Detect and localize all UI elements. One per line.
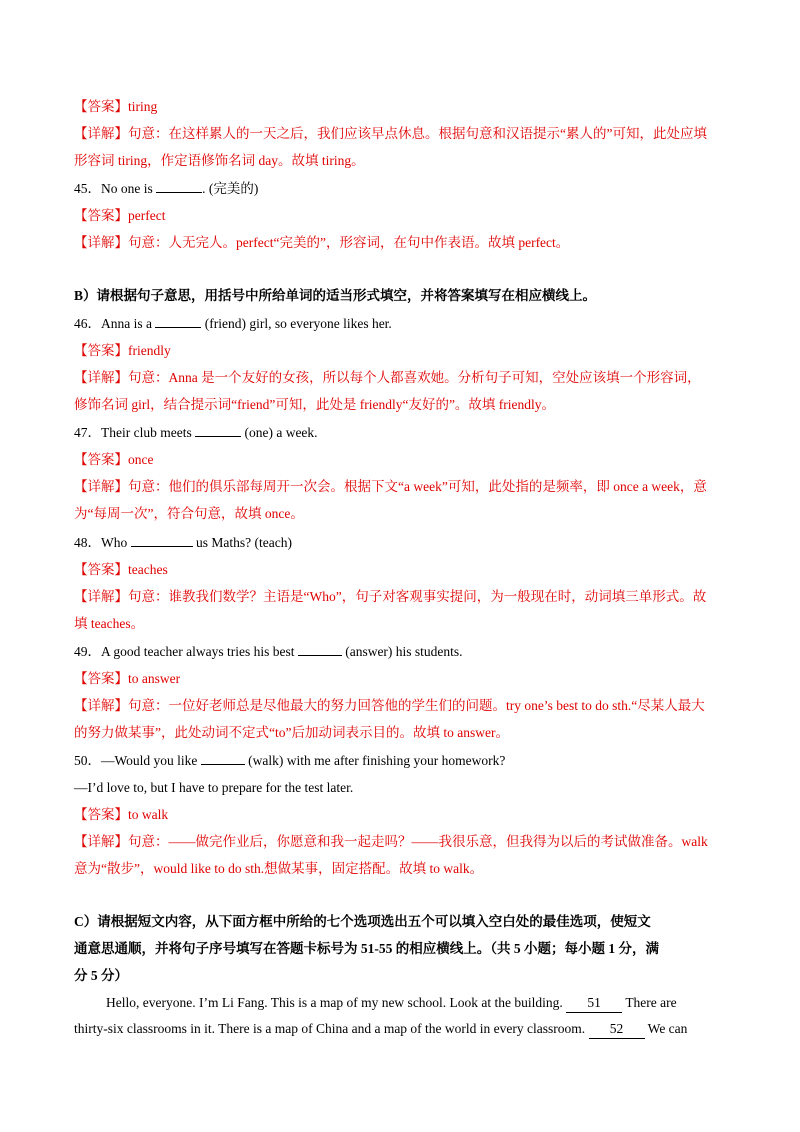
explanation-text: 句意：一位好老师总是尽他最大的努力回答他的学生们的问题。try one’s best to do sth.“尽某人最大 (128, 698, 705, 713)
explanation-47-line2: 为“每周一次”，符合句意，故填 once。 (74, 506, 304, 521)
explanation-50-line2: 意为“散步”，would like to do sth.想做某事，固定搭配。故填 to walk。 (74, 861, 484, 876)
passage-text: Hello, everyone. I’m Li Fang. This is a map of my new school. Look at the building. (106, 995, 563, 1010)
explanation-tag: 【详解】 (74, 479, 128, 494)
answer-text: once (128, 452, 154, 467)
passage-text: thirty-six classrooms in it. There is a map of China and a map of the world in every classroom. (74, 1021, 586, 1036)
question-45 (74, 180, 258, 198)
explanation-45 (74, 234, 569, 252)
question-hint: (walk) with me after finishing your homework? (248, 753, 506, 768)
explanation-47-line1 (74, 478, 707, 496)
answer-tag: 【答案】 (74, 807, 128, 822)
explanation-tag: 【详解】 (74, 370, 128, 385)
answer-text: friendly (128, 343, 171, 358)
question-hint: . (完美的) (202, 181, 259, 196)
question-hint: (answer) his students. (345, 644, 463, 659)
answer-blank[interactable] (131, 534, 193, 547)
explanation-tag: 【详解】 (74, 698, 128, 713)
explanation-text: 句意：他们的俱乐部每周开一次会。根据下文“a week”可知，此处指的是频率，即 once a week，意 (128, 479, 707, 494)
answer-47 (74, 451, 153, 469)
explanation-text: 句意：在这样累人的一天之后，我们应该早点休息。根据句意和汉语提示“累人的”可知，此处应填 (128, 126, 707, 141)
explanation-49-line2: 的努力做某事”，此处动词不定式“to”后加动词表示目的。故填 to answer。 (74, 725, 509, 740)
question-text: 49．A good teacher always tries his best (74, 644, 295, 659)
explanation-tag: 【详解】 (74, 235, 128, 250)
question-49 (74, 643, 463, 661)
passage-line1 (106, 994, 677, 1013)
explanation-tag: 【详解】 (74, 834, 128, 849)
question-hint: (friend) girl, so everyone likes her. (204, 316, 392, 331)
question-50 (74, 752, 505, 770)
answer-blank[interactable] (201, 752, 245, 765)
explanation-text: 句意：人无完人。perfect“完美的”，形容词，在句中作表语。故填 perfect。 (128, 235, 570, 250)
answer-tag: 【答案】 (74, 671, 128, 686)
explanation-text: 句意：——做完作业后，你愿意和我一起走吗？——我很乐意，但我得为以后的考试做准备。walk (128, 834, 708, 849)
question-text: 47．Their club meets (74, 425, 192, 440)
blank-52[interactable]: 52 (589, 1020, 645, 1039)
question-50-reply: —I’d love to, but I have to prepare for the test later. (74, 780, 354, 795)
answer-49 (74, 670, 180, 688)
question-47 (74, 424, 318, 442)
explanation-46-line2: 修饰名词 girl，结合提示词“friend”可知，此处是 friendly“友好的”。故填 friendly。 (74, 397, 556, 412)
answer-text: teaches (128, 562, 168, 577)
section-c-instruction-line1: C）请根据短文内容，从下面方框中所给的七个选项选出五个可以填入空白处的最佳选项，使短文 (74, 914, 651, 929)
answer-tag: 【答案】 (74, 452, 128, 467)
answer-45 (74, 207, 165, 225)
answer-text: to answer (128, 671, 181, 686)
answer-tag: 【答案】 (74, 343, 128, 358)
answer-46 (74, 342, 171, 360)
explanation-text: 句意：Anna 是一个友好的女孩，所以每个人都喜欢她。分析句子可知，空处应该填一个形容词， (128, 370, 701, 385)
question-48 (74, 534, 292, 552)
answer-tag: 【答案】 (74, 99, 128, 114)
explanation-48-line2: 填 teaches。 (74, 616, 145, 631)
answer-50 (74, 806, 168, 824)
answer-text: to walk (128, 807, 169, 822)
question-text: 48．Who (74, 535, 128, 550)
passage-line2 (74, 1020, 687, 1039)
explanation-48-line1 (74, 588, 706, 606)
answer-48 (74, 561, 168, 579)
question-text: 50．—Would you like (74, 753, 198, 768)
answer-tag: 【答案】 (74, 562, 128, 577)
question-hint: (one) a week. (244, 425, 318, 440)
answer-tag: 【答案】 (74, 208, 128, 223)
answer-44 (74, 98, 157, 116)
passage-text: We can (647, 1021, 688, 1036)
explanation-tag: 【详解】 (74, 126, 128, 141)
section-c-instruction-line2: 通意思通顺，并将句子序号填写在答题卡标号为 51-55 的相应横线上。（共 5 小题；每小题 1 分，满 (74, 941, 659, 956)
answer-blank[interactable] (195, 424, 241, 437)
section-b-instruction: B）请根据句子意思，用括号中所给单词的适当形式填空，并将答案填写在相应横线上。 (74, 288, 597, 303)
passage-text: There are (625, 995, 677, 1010)
answer-blank[interactable] (156, 180, 202, 193)
section-c-instruction-line3: 分 5 分） (74, 968, 128, 983)
explanation-46-line1 (74, 369, 701, 387)
question-46 (74, 315, 392, 333)
answer-text: tiring (128, 99, 158, 114)
explanation-50-line1 (74, 833, 708, 851)
explanation-44-line1 (74, 125, 707, 143)
answer-blank[interactable] (298, 643, 342, 656)
question-text: 45．No one is (74, 181, 153, 196)
question-hint: us Maths? (teach) (196, 535, 292, 550)
explanation-text: 句意：谁教我们数学？主语是“Who”，句子对客观事实提问，为一般现在时，动词填三单形式。故 (128, 589, 707, 604)
explanation-tag: 【详解】 (74, 589, 128, 604)
explanation-49-line1 (74, 697, 705, 715)
question-text: 46．Anna is a (74, 316, 152, 331)
answer-text: perfect (128, 208, 166, 223)
explanation-44-line2: 形容词 tiring，作定语修饰名词 day。故填 tiring。 (74, 153, 365, 168)
answer-blank[interactable] (155, 315, 201, 328)
blank-51[interactable]: 51 (566, 994, 622, 1013)
